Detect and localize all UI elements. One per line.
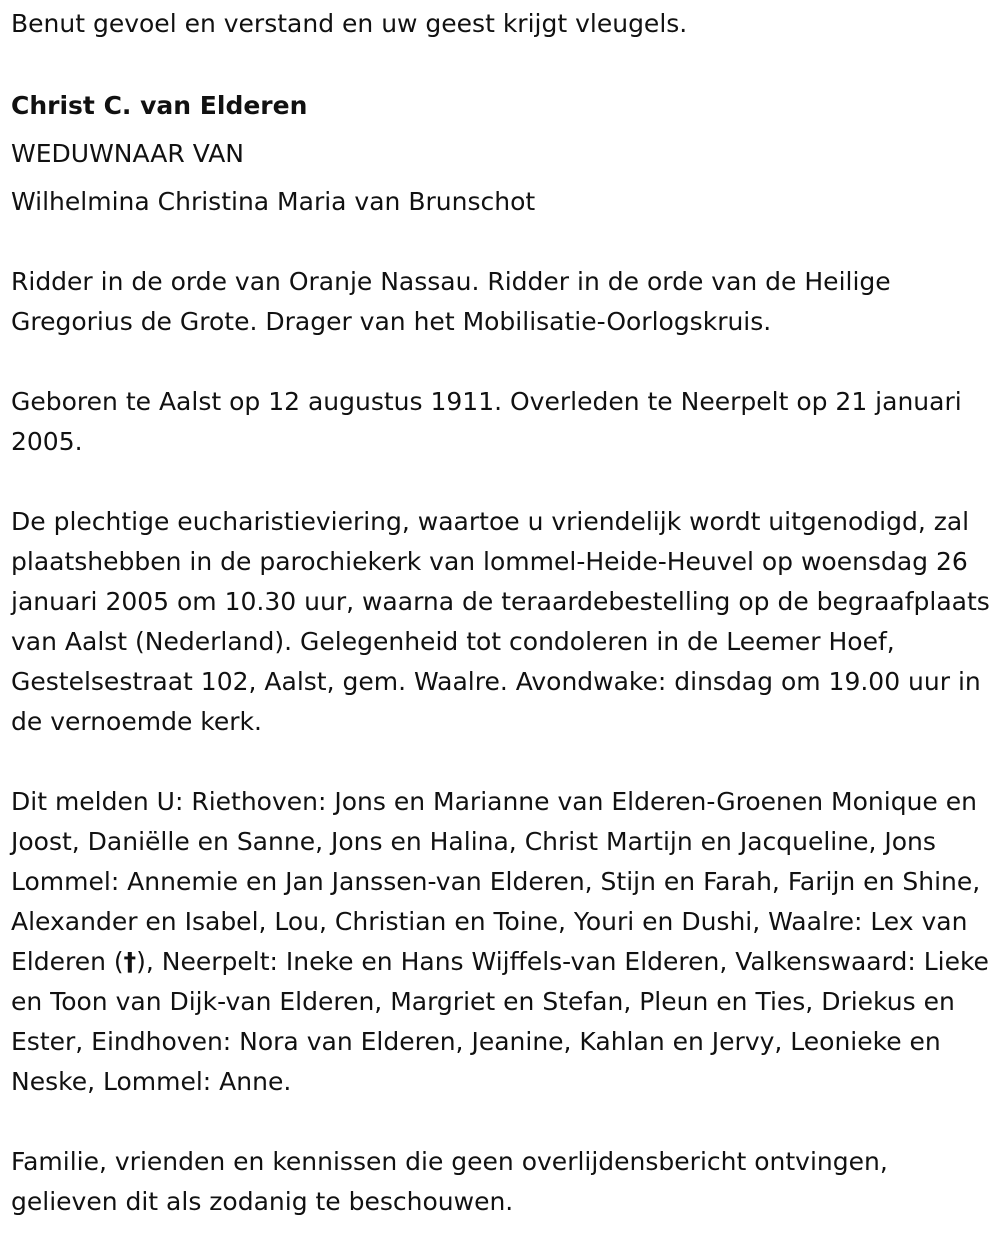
spacer — [11, 222, 991, 262]
family-text-part2: ), Neerpelt: Ineke en Hans Wijffels-van Elderen, Valkenswaard: Lieke en Toon van Dijk-van Elderen, Margriet en Stefan, Pleun en Ties, Driekus en Ester, Eindhoven: Nora van Elderen, Jeanine, Kahlan en Jervy, Leonieke en Neske, Lommel: Anne. — [11, 947, 989, 1096]
spacer — [11, 342, 991, 382]
ceremony-paragraph: De plechtige eucharistieviering, waartoe u vriendelijk wordt uitgenodigd, zal plaatshebben in de parochiekerk van lommel-Heide-Heuvel op woensdag 26 januari 2005 om 10.30 uur, waarna de teraardebestelling op de begraafplaats van Aalst (Nederland). Gelegenheid tot condoleren in de Leemer Hoef, Gestelsestraat 102, Aalst, gem. Waalre. Avondwake: dinsdag om 19.00 uur in de vernoemde kerk. — [11, 507, 990, 736]
spacer — [11, 462, 991, 502]
obituary-notice — [11, 4, 991, 1222]
cross-icon: † — [123, 947, 137, 976]
family-text-part1: Dit melden U: Riethoven: Jons en Marianne van Elderen-Groenen Monique en Joost, Daniëlle en Sanne, Jons en Halina, Christ Martijn en Jacqueline, Jons Lommel: Annemie en Jan Janssen-van Elderen, Stijn en Farah, Farijn en Shine, Alexander en Isabel, Lou, Christian en Toine, Youri en Dushi, Waalre: Lex van Elderen ( — [11, 787, 981, 976]
family-paragraph — [11, 782, 991, 1102]
intro-quote: Benut gevoel en verstand en uw geest krijgt vleugels. — [11, 9, 688, 38]
spacer — [11, 742, 991, 782]
honors-paragraph: Ridder in de orde van Oranje Nassau. Ridder in de orde van de Heilige Gregorius de Grote. Drager van het Mobilisatie-Oorlogskruis. — [11, 267, 891, 336]
deceased-name: Christ C. van Elderen — [11, 91, 308, 120]
spacer — [11, 44, 991, 84]
spouse-name: Wilhelmina Christina Maria van Brunschot — [11, 187, 536, 216]
relation-label: WEDUWNAAR VAN — [11, 139, 245, 168]
closing-paragraph: Familie, vrienden en kennissen die geen overlijdensbericht ontvingen, gelieven dit als zodanig te beschouwen. — [11, 1147, 888, 1216]
birth-death-paragraph: Geboren te Aalst op 12 augustus 1911. Overleden te Neerpelt op 21 januari 2005. — [11, 387, 962, 456]
spacer — [11, 1102, 991, 1142]
